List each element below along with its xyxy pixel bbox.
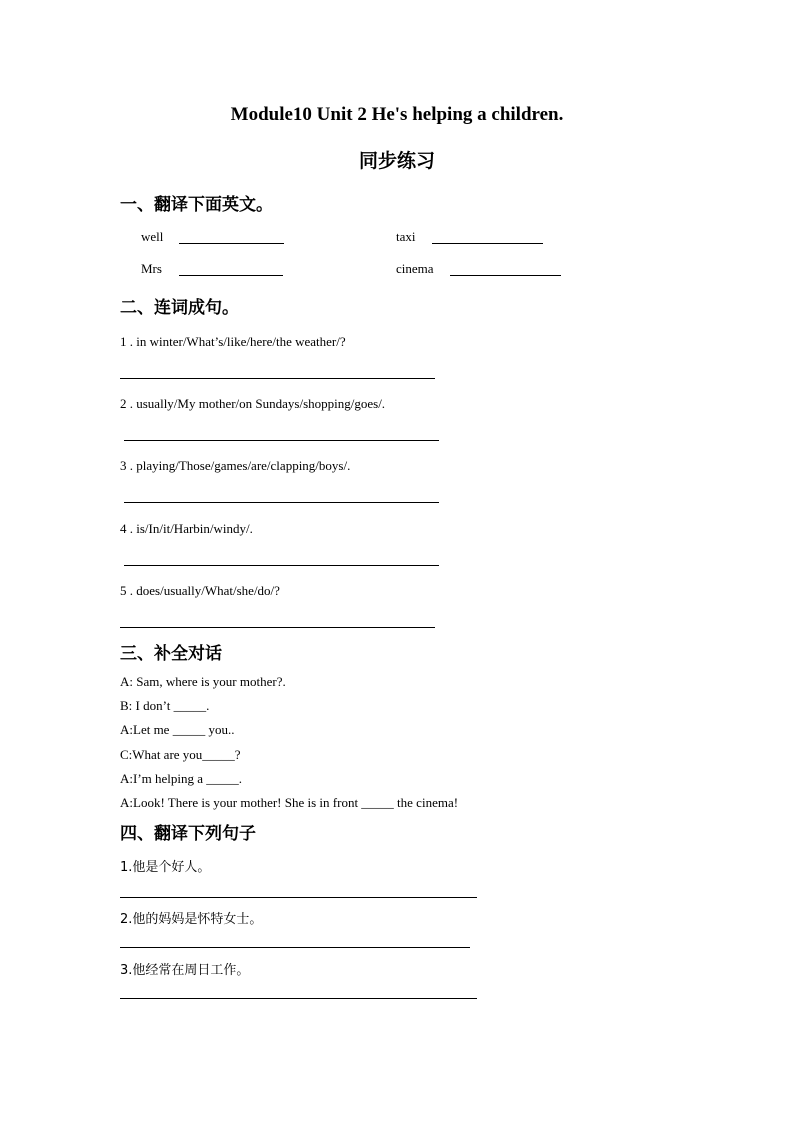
- section-1-heading: 一、翻译下面英文。: [120, 195, 273, 215]
- section-3-heading: 三、补全对话: [120, 644, 222, 664]
- dialogue-line: C:What are you_____?: [120, 747, 241, 762]
- sentence-answer-5[interactable]: [120, 627, 435, 628]
- sentence-answer-3[interactable]: [124, 502, 439, 503]
- word-mrs: Mrs: [141, 261, 162, 276]
- translate-answer-1[interactable]: [120, 897, 477, 898]
- word-taxi: taxi: [396, 229, 416, 244]
- sentence-answer-4[interactable]: [124, 565, 439, 566]
- worksheet-title: Module10 Unit 2 He's helping a children.: [230, 104, 564, 125]
- word-cinema: cinema: [396, 261, 434, 276]
- sentence-answer-2[interactable]: [124, 440, 439, 441]
- worksheet-subtitle: 同步练习: [358, 150, 435, 172]
- answer-blank-well[interactable]: [179, 243, 284, 244]
- sentence-item-2: 2 . usually/My mother/on Sundays/shopping/goes/.: [120, 396, 386, 411]
- sentence-item-3: 3 . playing/Those/games/are/clapping/boys/.: [120, 458, 351, 473]
- sentence-item-1: 1 . in winter/What’s/like/here/the weather/?: [120, 334, 346, 349]
- sentence-answer-1[interactable]: [120, 378, 435, 379]
- translate-item-3: 3.他经常在周日工作。: [120, 963, 250, 978]
- translate-item-1: 1.他是个好人。: [120, 860, 211, 875]
- dialogue-line: A:Look! There is your mother! She is in front _____ the cinema!: [120, 795, 459, 810]
- section-2-heading: 二、连词成句。: [120, 298, 239, 318]
- dialogue-line: A: Sam, where is your mother?.: [120, 674, 286, 689]
- translate-answer-3[interactable]: [120, 998, 477, 999]
- dialogue-line: A:Let me _____ you..: [120, 722, 235, 737]
- translate-answer-2[interactable]: [120, 947, 470, 948]
- answer-blank-mrs[interactable]: [179, 275, 283, 276]
- sentence-item-5: 5 . does/usually/What/she/do/?: [120, 583, 280, 598]
- sentence-item-4: 4 . is/In/it/Harbin/windy/.: [120, 521, 253, 536]
- word-well: well: [141, 229, 164, 244]
- answer-blank-taxi[interactable]: [432, 243, 543, 244]
- translate-item-2: 2.他的妈妈是怀特女士。: [120, 912, 263, 927]
- dialogue-line: A:I’m helping a _____.: [120, 771, 243, 786]
- section-4-heading: 四、翻译下列句子: [120, 824, 256, 844]
- dialogue-line: B: I don’t _____.: [120, 698, 210, 713]
- answer-blank-cinema[interactable]: [450, 275, 561, 276]
